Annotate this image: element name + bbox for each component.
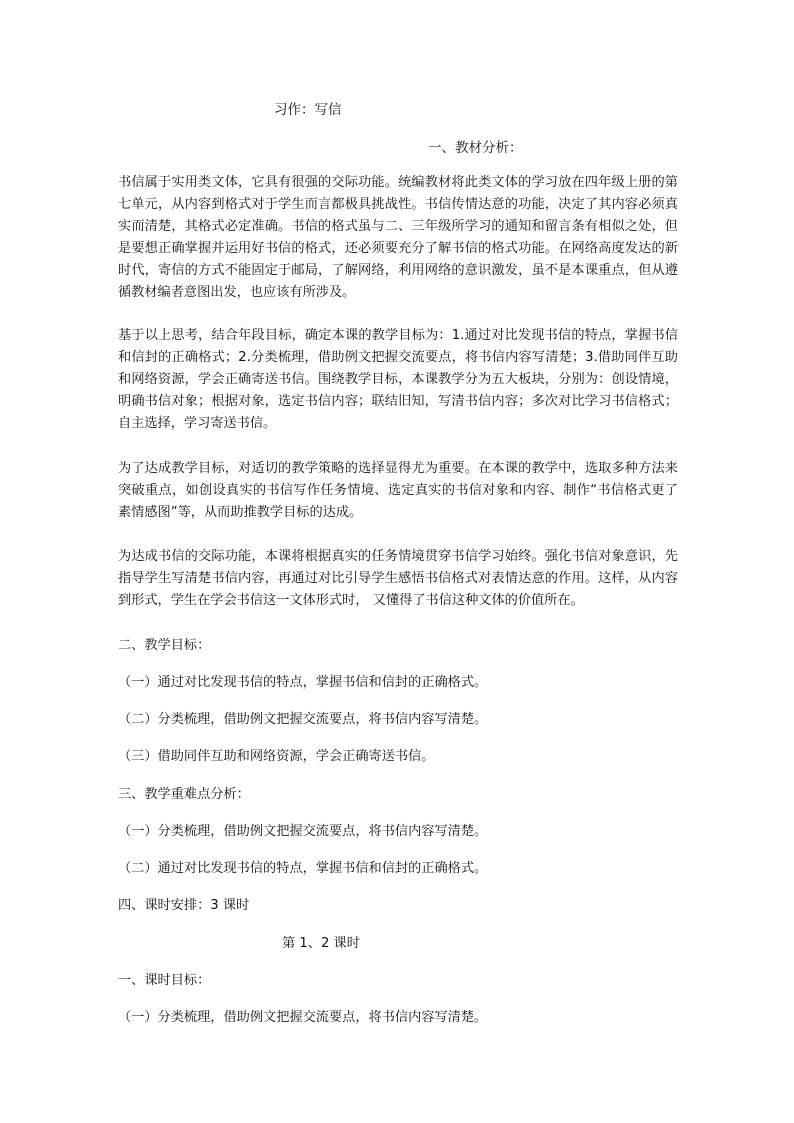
goal-item: （二）分类梳理，借助例文把握交流要点，将书信内容写清楚。 [118, 712, 488, 727]
keypoint-item: （一）分类梳理，借助例文把握交流要点，将书信内容写清楚。 [118, 824, 488, 839]
goal-item: （一）通过对比发现书信的特点，掌握书信和信封的正确格式。 [118, 675, 488, 690]
goal-item: （三）借助同伴互助和网络资源，学会正确寄送书信。 [118, 749, 435, 764]
paragraph-communication-function: 为达成书信的交际功能，本课将根据真实的任务情境贯穿书信学习始终。强化书信对象意识，先指导学生写清楚书信内容，再通过对比引导学生感悟书信格式对表情达意的作用。这样，从内容到形式，学生在学会书信这一文体形式时， 又懂得了书信这种文体的价值所在。 [118, 549, 678, 608]
section-heading-textbook-analysis: 一、教材分析： [428, 140, 523, 156]
section-heading-schedule: 四、课时安排：3 课时 [118, 898, 250, 913]
paragraph-textbook-analysis: 书信属于实用类文体，它具有很强的交际功能。统编教材将此类文体的学习放在四年级上册的第七单元，从内容到格式对于学生而言都极具挑战性。书信传情达意的功能，决定了其内容必须真实而清楚，其格式必定准确。书信的格式虽与二、三年级所学习的通知和留言条有相似之处，但是要想正确掌握并运用好书信的格式，还必须要充分了解书信的格式功能。在网络高度发达的新时代，寄信的方式不能固定于邮局，了解网络，利用网络的意识激发，虽不是本课重点，但从遵循教材编者意图出发，也应该有所涉及。 [118, 175, 678, 300]
paragraph-teaching-objectives-basis: 基于以上思考，结合年段目标，确定本课的教学目标为：1.通过对比发现书信的特点，掌握书信和信封的正确格式；2.分类梳理，借助例文把握交流要点，将书信内容写清楚；3.借助同伴互助和网络资源，学会正确寄送书信。围绕教学目标，本课教学分为五大板块，分别为：创设情境，明确书信对象；根据对象，选定书信内容；联结旧知，写清书信内容；多次对比学习书信格式；自主选择，学习寄送书信。 [118, 328, 678, 431]
document-title: 习作：写信 [274, 102, 342, 118]
section-heading-key-difficulties: 三、教学重难点分析： [118, 787, 250, 802]
section-heading-teaching-goals: 二、教学目标： [118, 638, 211, 653]
lesson-goal-item: （一）分类梳理，借助例文把握交流要点，将书信内容写清楚。 [118, 1010, 488, 1025]
lesson-heading: 第 1、2 课时 [282, 936, 360, 951]
keypoint-item: （二）通过对比发现书信的特点，掌握书信和信封的正确格式。 [118, 861, 488, 876]
section-heading-lesson-goals: 一、课时目标： [118, 973, 211, 988]
paragraph-teaching-strategy: 为了达成教学目标，对适切的教学策略的选择显得尤为重要。在本课的教学中，选取多种方法来突破重点，如创设真实的书信写作任务情境、选定真实的书信对象和内容、制作“书信格式更了素情感图”等，从而助推教学目标的达成。 [118, 461, 678, 520]
